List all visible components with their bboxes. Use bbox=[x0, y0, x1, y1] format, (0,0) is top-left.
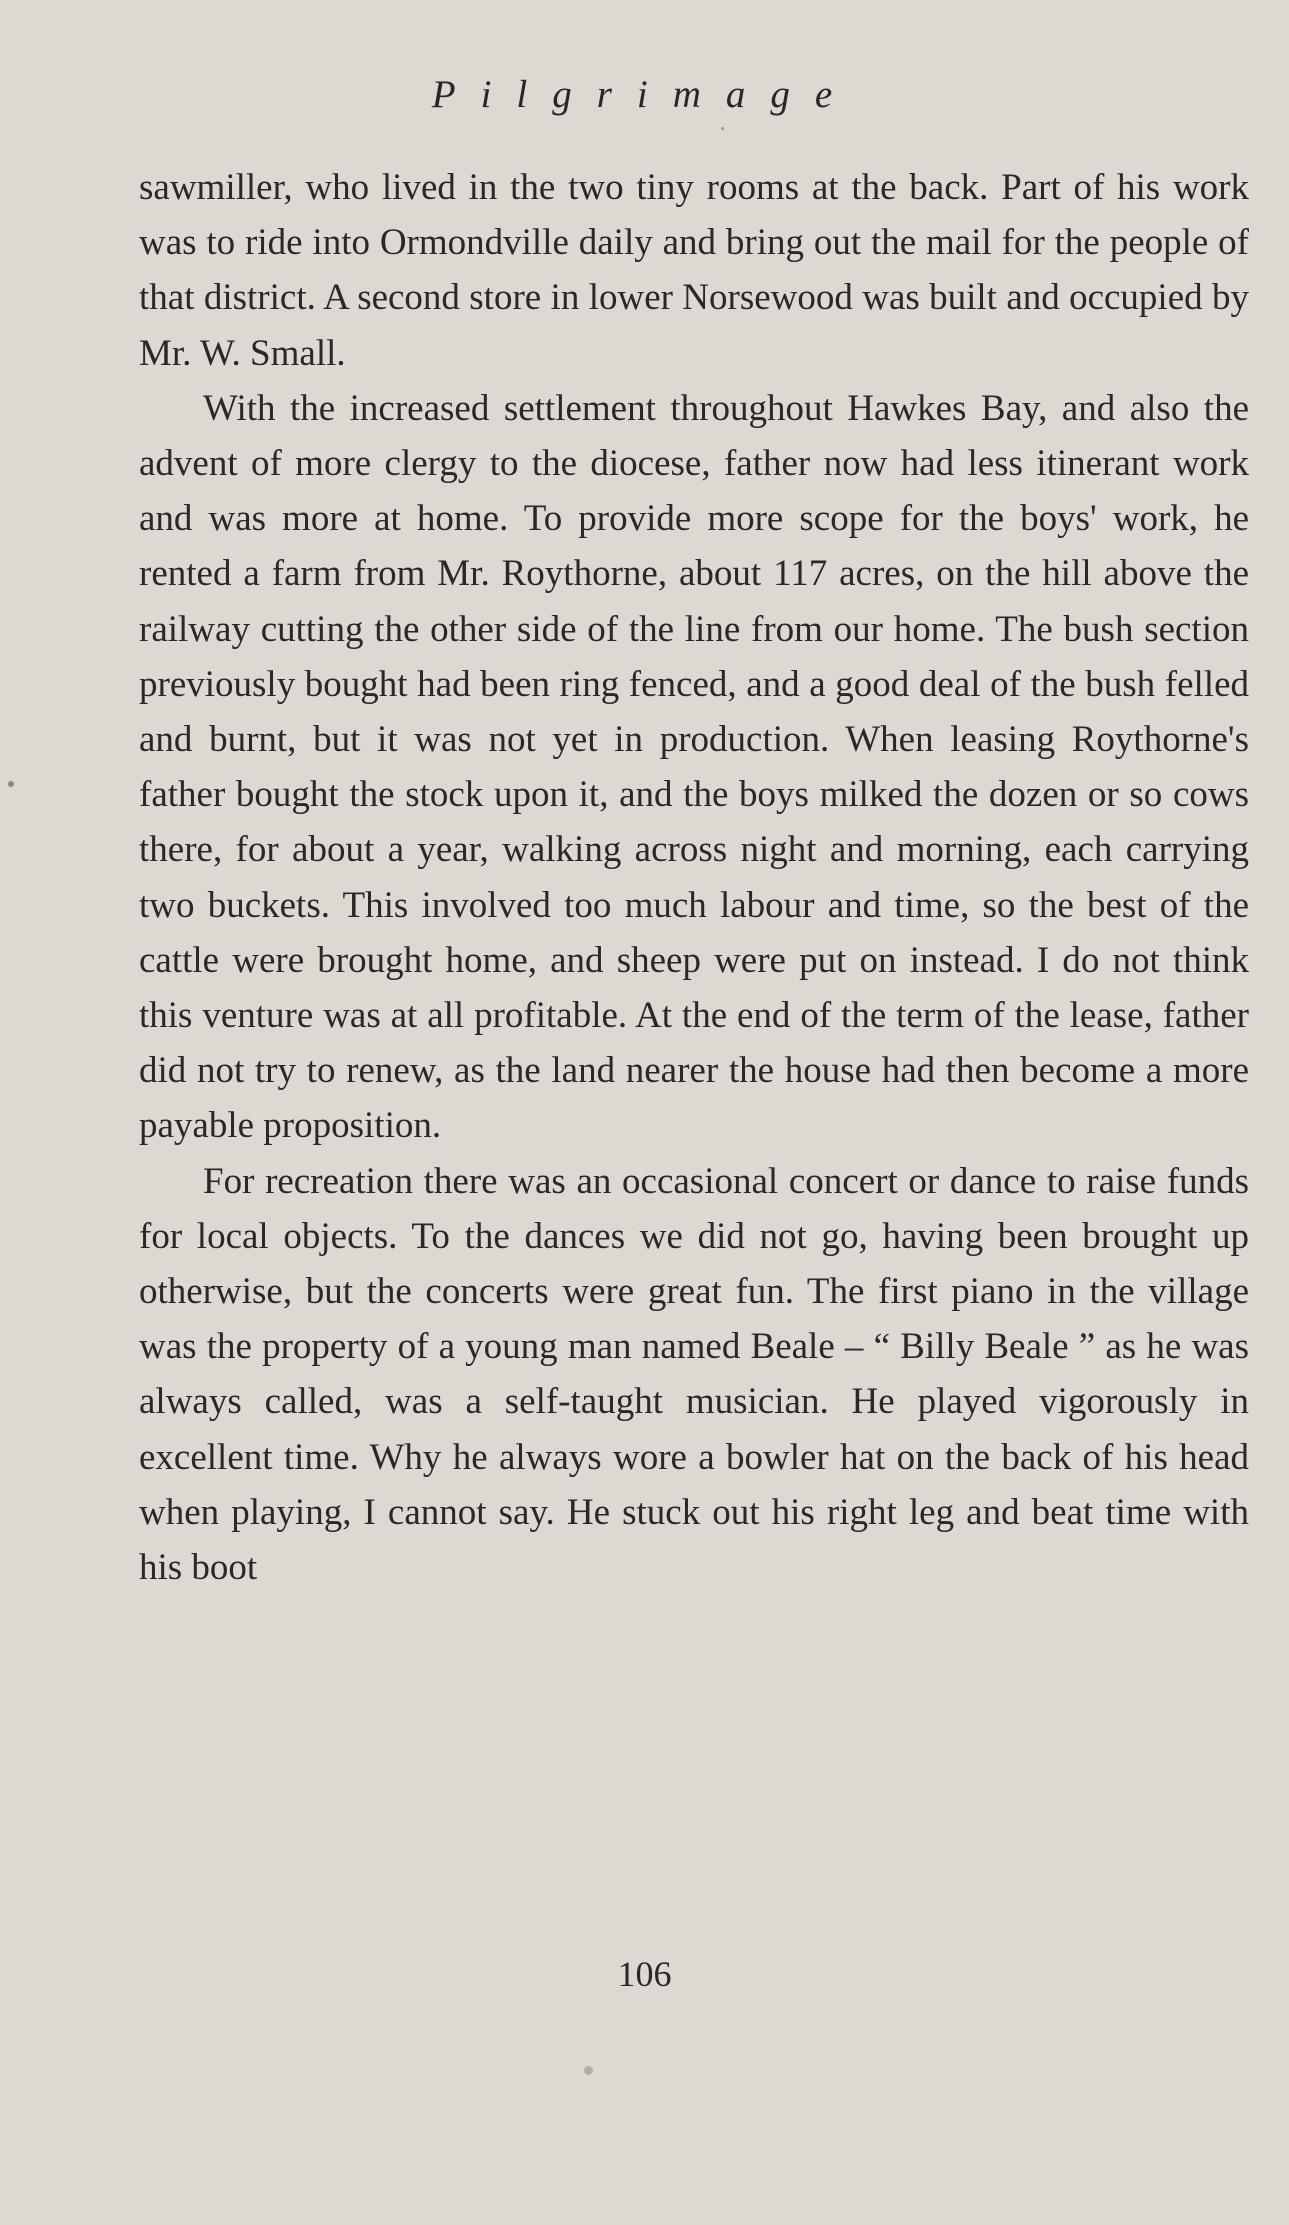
page-number: 106 bbox=[617, 1954, 672, 1994]
paper-speck bbox=[584, 2066, 593, 2075]
running-head-title: Pilgrimage bbox=[431, 73, 858, 116]
paper-speck bbox=[721, 127, 724, 130]
paragraph-continued: sawmiller, who lived in the two tiny rooms at the back. Part of his work was to ride into Ormondville daily and bring out the mail for the people of that district. A second store in lower Norsewood was built and occupied by Mr. W. Small. bbox=[139, 167, 1249, 374]
body-text bbox=[139, 160, 1249, 1595]
paper-speck bbox=[8, 781, 14, 787]
paragraph-recreation: For recreation there was an occasional concert or dance to raise funds for local objects. To the dances we did not go, having been brought up otherwise, but the concerts were great fun. The first piano in the village was the property of a young man named Beale – “ Billy Beale ” as he was always called, was a self-taught musician. He played vigorously in excellent time. Why he always wore a bowler hat on the back of his head when playing, I cannot say. He stuck out his right leg and beat time with his boot bbox=[139, 1160, 1249, 1589]
paragraph-farm-lease: With the increased settlement throughout Hawkes Bay, and also the advent of more clergy to the diocese, father now had less itinerant work and was more at home. To provide more scope for the boys' work, he rented a farm from Mr. Roythorne, about 117 acres, on the hill above the railway cutting the other side of the line from our home. The bush section previously bought had been ring fenced, and a good deal of the bush felled and burnt, but it was not yet in production. When leasing Roythorne's father bought the stock upon it, and the boys milked the dozen or so cows there, for about a year, walking across night and morning, each carrying two buckets. This involved too much labour and time, so the best of the cattle were brought home, and sheep were put on instead. I do not think this venture was at all profitable. At the end of the term of the lease, father did not try to renew, as the land nearer the house had then become a more payable proposition. bbox=[139, 387, 1249, 1147]
